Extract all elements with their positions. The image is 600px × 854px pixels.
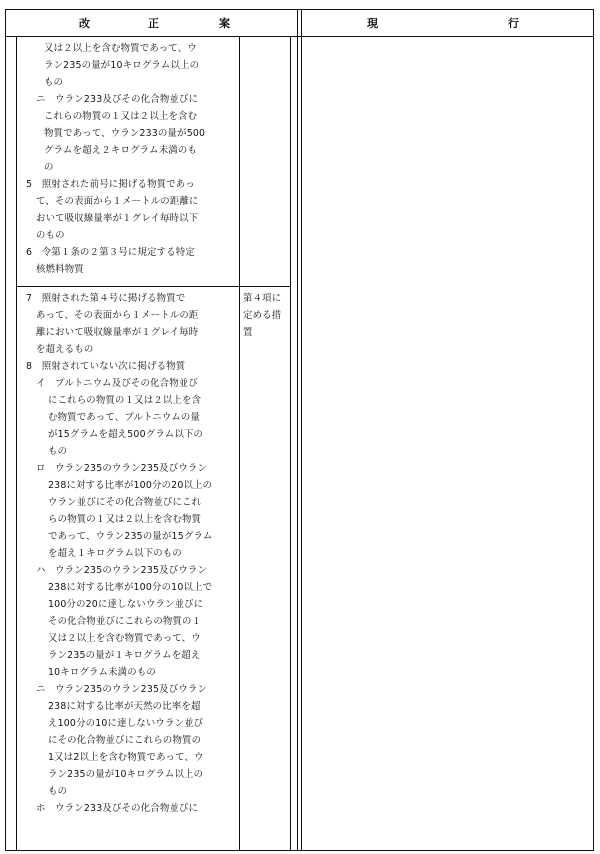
text-line: ロ ウラン235のウラン235及びウラン xyxy=(36,463,208,474)
amended-text-block-1 xyxy=(24,40,205,278)
text-line: 7 照射された第４号に掲げる物質で xyxy=(26,293,186,304)
text-line: あって、その表面から１メートルの距 xyxy=(36,310,199,321)
header-char: 行 xyxy=(508,17,519,30)
text-line: 8 照射されていない次に掲げる物質 xyxy=(26,361,186,372)
column-divider xyxy=(16,36,17,851)
amended-column-header xyxy=(6,10,297,36)
text-line: て、その表面から１メートルの距離に xyxy=(36,196,199,207)
text-line: を超えるもの xyxy=(36,344,94,355)
text-line: にその化合物並びにこれらの物質の xyxy=(48,735,202,746)
text-line: おいて吸収線量率が１グレイ毎時以下 xyxy=(36,213,199,224)
text-line: ラン235の量が10キログラム以上の xyxy=(48,769,204,780)
text-line: 6 令第１条の２第３号に規定する特定 xyxy=(26,247,195,258)
frame-right-border xyxy=(593,9,594,851)
current-column-header xyxy=(302,10,593,36)
text-line: ハ ウラン235のウラン235及びウラン xyxy=(36,565,208,576)
header-char: 案 xyxy=(219,17,230,30)
text-line: これらの物質の１又は２以上を含む xyxy=(44,111,198,122)
measure-note xyxy=(243,290,281,341)
text-line: ニ ウラン233及びその化合物並びに xyxy=(36,94,199,105)
text-line: 第４項に xyxy=(243,293,282,304)
column-divider xyxy=(290,36,291,851)
text-line: が15グラムを超え500グラム以下の xyxy=(48,429,204,440)
row-divider xyxy=(16,286,291,287)
frame-left-border xyxy=(5,9,6,851)
text-line: もの xyxy=(48,446,68,457)
text-line: 5 照射された前号に掲げる物質であっ xyxy=(26,179,195,190)
text-line: その化合物並びにこれらの物質の１ xyxy=(48,616,202,627)
text-line: のもの xyxy=(36,230,65,241)
text-line: イ プルトニウム及びその化合物並び xyxy=(36,378,198,389)
header-char: 正 xyxy=(148,17,159,30)
text-line: え100分の10に達しないウラン並び xyxy=(48,718,204,729)
text-line: 又は２以上を含む物質であって、ウ xyxy=(44,43,197,54)
text-line: 核燃料物質 xyxy=(36,264,84,275)
text-line: を超え１キログラム以下のもの xyxy=(48,548,182,559)
text-line: む物質であって、プルトニウムの量 xyxy=(48,412,201,423)
text-line: 238に対する比率が100分の20以上の xyxy=(48,480,213,491)
text-line: であって、ウラン235の量が15グラム xyxy=(48,531,213,542)
header-char: 改 xyxy=(79,17,90,30)
text-line: ホ ウラン233及びその化合物並びに xyxy=(36,803,199,814)
text-line: 100分の20に達しないウラン並びに xyxy=(48,599,204,610)
text-line: の xyxy=(44,162,54,173)
text-line: 238に対する比率が100分の10以上で xyxy=(48,582,213,593)
text-line: ラン235の量が１キログラムを超え xyxy=(48,650,201,661)
frame-bottom-border xyxy=(5,850,594,851)
text-line: グラムを超え２キログラム未満のも xyxy=(44,145,198,156)
text-line: 1又は2以上を含む物質であって、ウ xyxy=(48,752,204,763)
text-line: もの xyxy=(44,77,64,88)
amended-text-block-2 xyxy=(24,290,213,817)
header-char: 現 xyxy=(367,17,378,30)
text-line: 238に対する比率が天然の比率を超 xyxy=(48,701,201,712)
text-line: もの xyxy=(48,786,68,797)
column-divider xyxy=(301,9,302,851)
text-line: 物質であって、ウラン233の量が500 xyxy=(44,128,206,139)
header-bottom-border xyxy=(5,36,594,37)
column-divider xyxy=(297,9,298,851)
text-line: 定める措 xyxy=(243,310,282,321)
text-line: ウラン並びにその化合物並びにこれ xyxy=(48,497,202,508)
text-line: ラン235の量が10キログラム以上の xyxy=(44,60,200,71)
text-line: らの物質の１又は２以上を含む物質 xyxy=(48,514,202,525)
text-line: にこれらの物質の１又は２以上を含 xyxy=(48,395,202,406)
text-line: ニ ウラン235のウラン235及びウラン xyxy=(36,684,208,695)
text-line: 置 xyxy=(243,327,253,338)
text-line: 離において吸収線量率が１グレイ毎時 xyxy=(36,327,199,338)
text-line: 10キログラム未満のもの xyxy=(48,667,156,678)
column-divider xyxy=(239,36,240,851)
text-line: 又は２以上を含む物質であって、ウ xyxy=(48,633,201,644)
